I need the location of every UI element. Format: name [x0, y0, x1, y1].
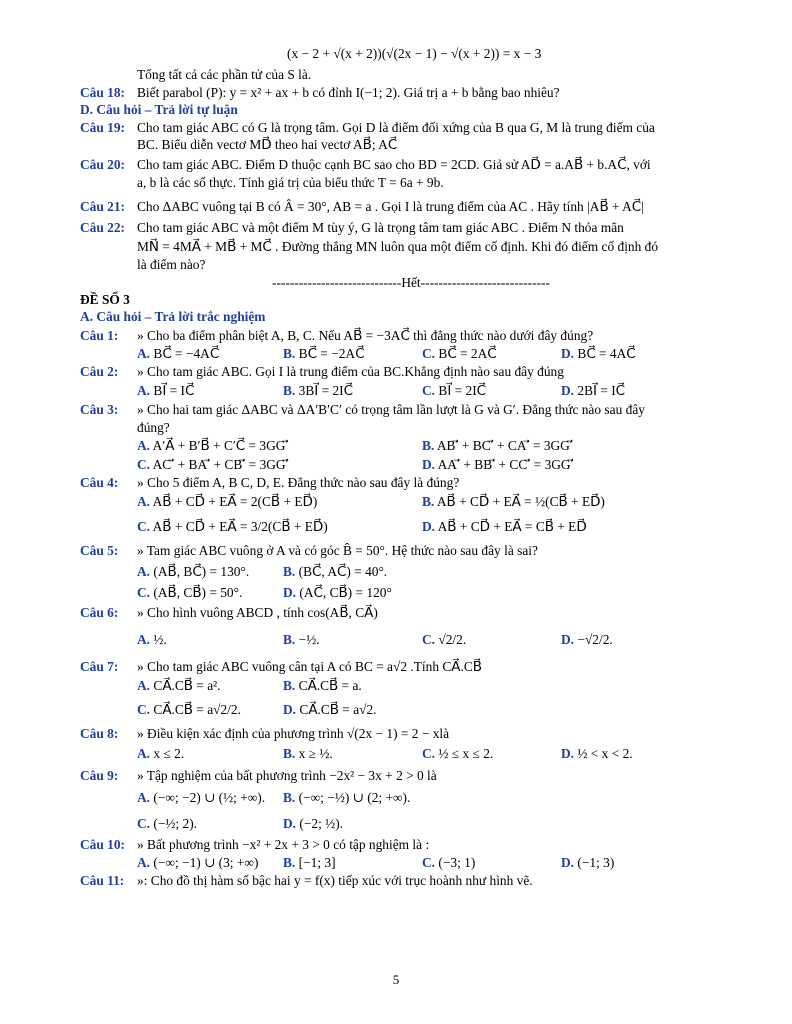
option-d[interactable]: D. ½ < x < 2. — [561, 746, 633, 761]
option-d[interactable]: D. (AC⃗, CB⃗) = 120° — [283, 585, 392, 600]
question-9 — [80, 767, 437, 784]
option-b[interactable]: B. −½. — [283, 632, 320, 647]
question-label: Câu 8: — [80, 726, 119, 741]
question-3-cont: đúng? — [137, 420, 170, 435]
question-text: Cho tam giác ABC. Điểm D thuộc cạnh BC sao cho BD = 2CD. Giả sử AD⃗ = a.AB⃗ + b.AC⃗, với — [137, 157, 651, 172]
question-text: » Điều kiện xác định của phương trình √(2x − 1) = 2 − xlà — [137, 726, 450, 741]
option-d[interactable]: D. −√2/2. — [561, 632, 613, 647]
option-c[interactable]: C. ½ ≤ x ≤ 2. — [422, 746, 494, 761]
question-text: Cho tam giác ABC và một điểm M tùy ý, G là trọng tâm tam giác ABC . Điểm N thỏa mãn — [137, 220, 624, 235]
question-text: » Tam giác ABC vuông ở A và có góc B̂ = 50°. Hệ thức nào sau đây là sai? — [137, 543, 538, 558]
option-a[interactable]: A. (AB⃗, BC⃗) = 130°. — [137, 564, 250, 579]
exam-3-title: ĐỀ SỐ 3 — [80, 292, 130, 307]
question-18 — [80, 84, 560, 101]
option-b[interactable]: B. AB′⃗ + BC′⃗ + CA′⃗ = 3GG′⃗ — [422, 438, 573, 453]
question-21 — [80, 198, 644, 215]
option-a[interactable]: A. BC⃗ = −4AC⃗ — [137, 346, 220, 361]
option-c[interactable]: C. CA⃗.CB⃗ = a√2/2. — [137, 702, 241, 717]
option-d[interactable]: D. CA⃗.CB⃗ = a√2. — [283, 702, 377, 717]
option-d[interactable]: D. AA′⃗ + BB′⃗ + CC′⃗ = 3GG′⃗ — [422, 457, 574, 472]
question-19-cont: BC. Biểu diễn vectơ MD⃗ theo hai vectơ AB⃗; AC⃗ — [137, 137, 398, 152]
equation-line: (x − 2 + √(x + 2))(√(2x − 1) − √(x + 2)) = x − 3 — [287, 46, 542, 61]
question-text: » Cho 5 điểm A, B C, D, E. Đẳng thức nào sau đây là đúng? — [137, 475, 460, 490]
option-b[interactable]: B. (BC⃗, AC⃗) = 40°. — [283, 564, 388, 579]
option-b[interactable]: B. AB⃗ + CD⃗ + EA⃗ = ½(CB⃗ + ED⃗) — [422, 494, 605, 509]
question-label: Câu 2: — [80, 364, 119, 379]
question-label: Câu 1: — [80, 328, 119, 343]
option-c[interactable]: C. AC′⃗ + BA′⃗ + CB′⃗ = 3GG′⃗ — [137, 457, 289, 472]
option-d[interactable]: D. 2BI⃗ = IC⃗ — [561, 383, 626, 398]
option-a[interactable]: A. A′A⃗ + B′B⃗ + C′C⃗ = 3GG′⃗ — [137, 438, 289, 453]
option-b[interactable]: B. BC⃗ = −2AC⃗ — [283, 346, 365, 361]
option-d[interactable]: D. BC⃗ = 4AC⃗ — [561, 346, 636, 361]
option-c[interactable]: C. (−½; 2). — [137, 816, 198, 831]
question-label: Câu 18: — [80, 85, 126, 100]
option-b[interactable]: B. (−∞; −½) ∪ (2; +∞). — [283, 790, 411, 805]
question-label: Câu 5: — [80, 543, 119, 558]
question-text: » Tập nghiệm của bất phương trình −2x² − 3x + 2 > 0 là — [137, 768, 437, 783]
option-c[interactable]: C. (AB⃗, CB⃗) = 50°. — [137, 585, 243, 600]
option-a[interactable]: A. ½. — [137, 632, 167, 647]
option-d[interactable]: D. AB⃗ + CD⃗ + EA⃗ = CB⃗ + ED⃗ — [422, 519, 587, 534]
option-d[interactable]: D. (−1; 3) — [561, 855, 615, 870]
question-1 — [80, 327, 594, 344]
option-c[interactable]: C. AB⃗ + CD⃗ + EA⃗ = 3/2(CB⃗ + ED⃗) — [137, 519, 328, 534]
question-19 — [80, 119, 655, 136]
page-number: 5 — [392, 972, 400, 987]
section-d-heading: D. Câu hỏi – Trả lời tự luận — [80, 102, 238, 117]
question-3 — [80, 401, 645, 418]
question-22 — [80, 219, 624, 236]
question-label: Câu 10: — [80, 837, 126, 852]
question-text: »: Cho đồ thị hàm số bậc hai y = f(x) tiếp xúc với trục hoành như hình vẽ. — [137, 873, 533, 888]
option-a[interactable]: A. BI⃗ = IC⃗ — [137, 383, 195, 398]
option-d[interactable]: D. (−2; ½). — [283, 816, 344, 831]
question-text: » Cho hình vuông ABCD , tính cos(AB⃗, CA⃗) — [137, 605, 378, 620]
question-2 — [80, 363, 564, 380]
option-a[interactable]: A. x ≤ 2. — [137, 746, 185, 761]
option-a[interactable]: A. (−∞; −1) ∪ (3; +∞) — [137, 855, 259, 870]
question-20 — [80, 156, 651, 173]
question-text: Cho ΔABC vuông tại B có Â = 30°, AB = a . Gọi I là trung điểm của AC . Hãy tính |AB⃗ + AC⃗| — [137, 199, 644, 214]
question-10 — [80, 836, 430, 853]
question-11 — [80, 872, 533, 889]
question-label: Câu 6: — [80, 605, 119, 620]
question-label: Câu 9: — [80, 768, 119, 783]
option-a[interactable]: A. (−∞; −2) ∪ (½; +∞). — [137, 790, 266, 805]
question-7 — [80, 658, 482, 675]
question-8 — [80, 725, 450, 742]
sum-line: Tổng tất cả các phần tử của S là. — [137, 67, 312, 82]
question-label: Câu 20: — [80, 157, 126, 172]
option-c[interactable]: C. BC⃗ = 2AC⃗ — [422, 346, 497, 361]
question-5 — [80, 542, 538, 559]
question-text: » Cho ba điểm phân biệt A, B, C. Nếu AB⃗ = −3AC⃗ thì đẳng thức nào dưới đây đúng? — [137, 328, 594, 343]
question-text: » Cho tam giác ABC vuông cân tại A có BC = a√2 .Tính CA⃗.CB⃗ — [137, 659, 482, 674]
option-b[interactable]: B. [−1; 3] — [283, 855, 336, 870]
question-text: » Cho tam giác ABC. Gọi I là trung điểm của BC.Khẳng định nào sau đây đúng — [137, 364, 564, 379]
question-label: Câu 11: — [80, 873, 125, 888]
option-c[interactable]: C. (−3; 1) — [422, 855, 476, 870]
option-a[interactable]: A. AB⃗ + CD⃗ + EA⃗ = 2(CB⃗ + ED⃗) — [137, 494, 318, 509]
question-text: Biết parabol (P): y = x² + ax + b có đỉnh I(−1; 2). Giá trị a + b bằng bao nhiêu? — [137, 85, 560, 100]
question-4 — [80, 474, 460, 491]
question-6 — [80, 604, 378, 621]
question-label: Câu 4: — [80, 475, 119, 490]
question-label: Câu 21: — [80, 199, 126, 214]
section-a-heading: A. Câu hỏi – Trả lời trắc nghiệm — [80, 309, 266, 324]
question-20-cont: a, b là các số thực. Tính giá trị của biểu thức T = 6a + 9b. — [137, 175, 444, 190]
option-c[interactable]: C. BI⃗ = 2IC⃗ — [422, 383, 487, 398]
end-separator: -----------------------------Hết----------------------------- — [272, 275, 550, 290]
question-label: Câu 3: — [80, 402, 119, 417]
question-22-cont: MN⃗ = 4MA⃗ + MB⃗ + MC⃗ . Đường thẳng MN luôn qua một điểm cố định. Khi đó điểm cố định đó — [137, 239, 659, 254]
question-label: Câu 7: — [80, 659, 119, 674]
option-c[interactable]: C. √2/2. — [422, 632, 467, 647]
question-22-cont2: là điểm nào? — [137, 257, 206, 272]
question-text: Cho tam giác ABC có G là trọng tâm. Gọi D là điểm đối xứng của B qua G, M là trung điểm của — [137, 120, 655, 135]
option-a[interactable]: A. CA⃗.CB⃗ = a². — [137, 678, 221, 693]
question-text: » Cho hai tam giác ΔABC và ΔA′B′C′ có trọng tâm lần lượt là G và G′. Đẳng thức nào sau đây — [137, 402, 645, 417]
question-label: Câu 22: — [80, 220, 126, 235]
option-b[interactable]: B. CA⃗.CB⃗ = a. — [283, 678, 362, 693]
question-text: » Bất phương trình −x² + 2x + 3 > 0 có tập nghiệm là : — [137, 837, 430, 852]
option-b[interactable]: B. x ≥ ½. — [283, 746, 333, 761]
question-label: Câu 19: — [80, 120, 126, 135]
option-b[interactable]: B. 3BI⃗ = 2IC⃗ — [283, 383, 353, 398]
